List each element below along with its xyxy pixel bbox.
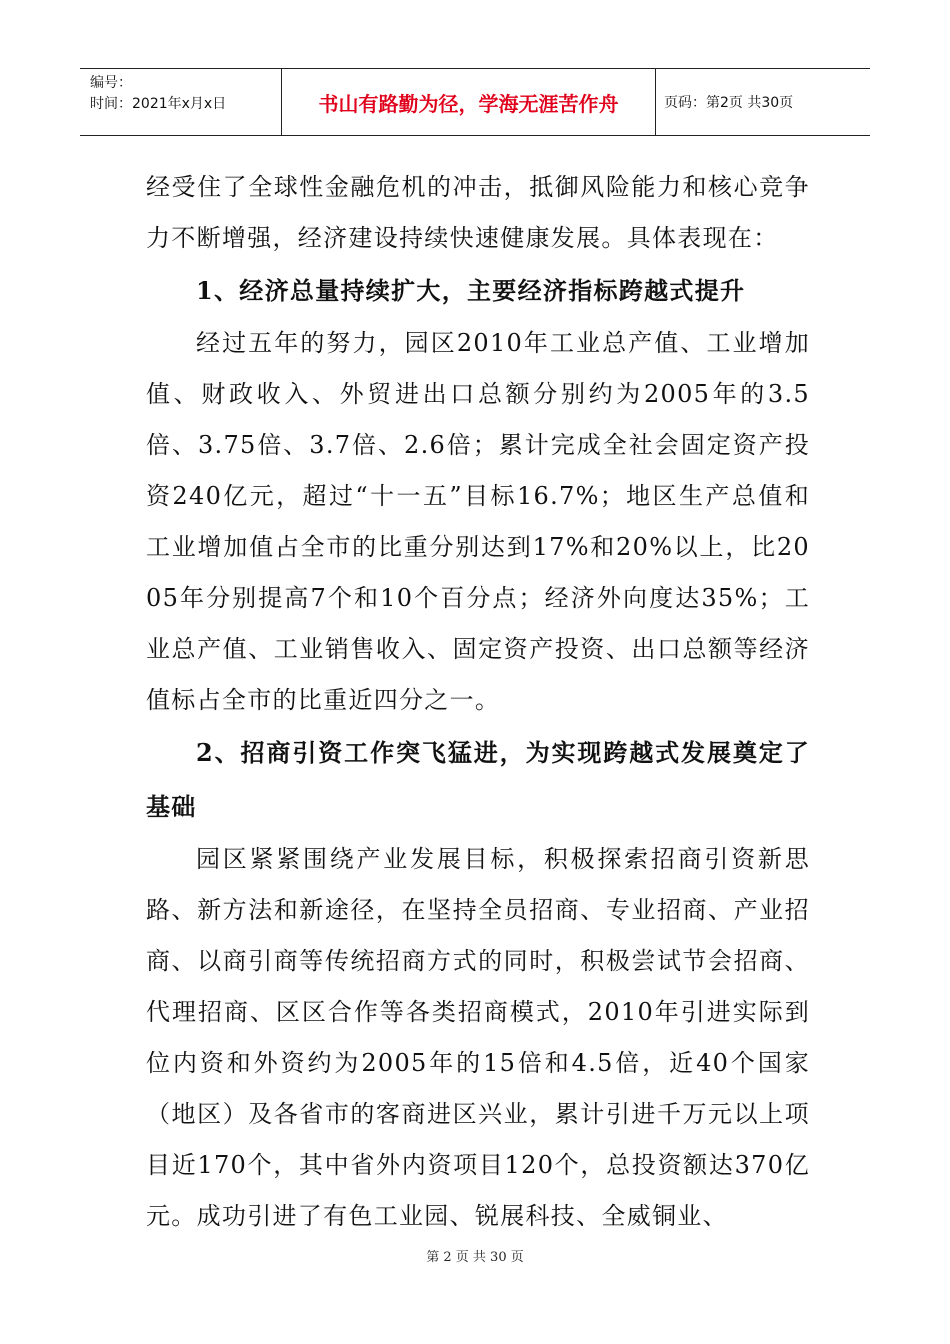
section-heading-1: 1、经济总量持续扩大，主要经济指标跨越式提升 <box>196 276 746 305</box>
section-heading-2: 2、招商引资工作突飞猛进，为实现跨越式发展奠定了基础 <box>146 738 810 821</box>
page-header <box>80 68 870 136</box>
paragraph-investment: 园区紧紧围绕产业发展目标，积极探索招商引资新思路、新方法和新途径，在坚持全员招商、专业招商、产业招商、以商引商等传统招商方式的同时，积极尝试节会招商、代理招商、区区合作等各类招商模式，2010年引进实际到位内资和外资约为2005年的15倍和4.5倍，近40个国家（地区）及各省市的客商进区兴业，累计引进千万元以上项目近170个，其中省外内资项目120个，总投资额达370亿元。成功引进了有色工业园、锐展科技、全威铜业、 <box>146 845 810 1230</box>
header-meta <box>80 69 282 135</box>
page-footer: 第 2 页 共 30 页 <box>426 1250 524 1265</box>
serial-label: 编号： <box>90 75 132 91</box>
header-motto: 书山有路勤为径，学海无涯苦作舟 <box>282 69 656 135</box>
paragraph-continuation: 经受住了全球性金融危机的冲击，抵御风险能力和核心竞争力不断增强，经济建设持续快速健康发展。具体表现在： <box>146 173 810 252</box>
date-label: 时间：2021年x月x日 <box>90 96 227 112</box>
document-body <box>146 162 810 1242</box>
paragraph-economy: 经过五年的努力，园区2010年工业总产值、工业增加值、财政收入、外贸进出口总额分别约为2005年的3.5倍、3.75倍、3.7倍、2.6倍；累计完成全社会固定资产投资240亿元，超过“十一五”目标16.7%；地区生产总值和工业增加值占全市的比重分别达到17%和20%以上，比2005年分别提高7个和10个百分点；经济外向度达35%；工业总产值、工业销售收入、固定资产投资、出口总额等经济值标占全市的比重近四分之一。 <box>146 329 810 714</box>
header-page-info: 页码：第2页 共30页 <box>664 95 794 111</box>
